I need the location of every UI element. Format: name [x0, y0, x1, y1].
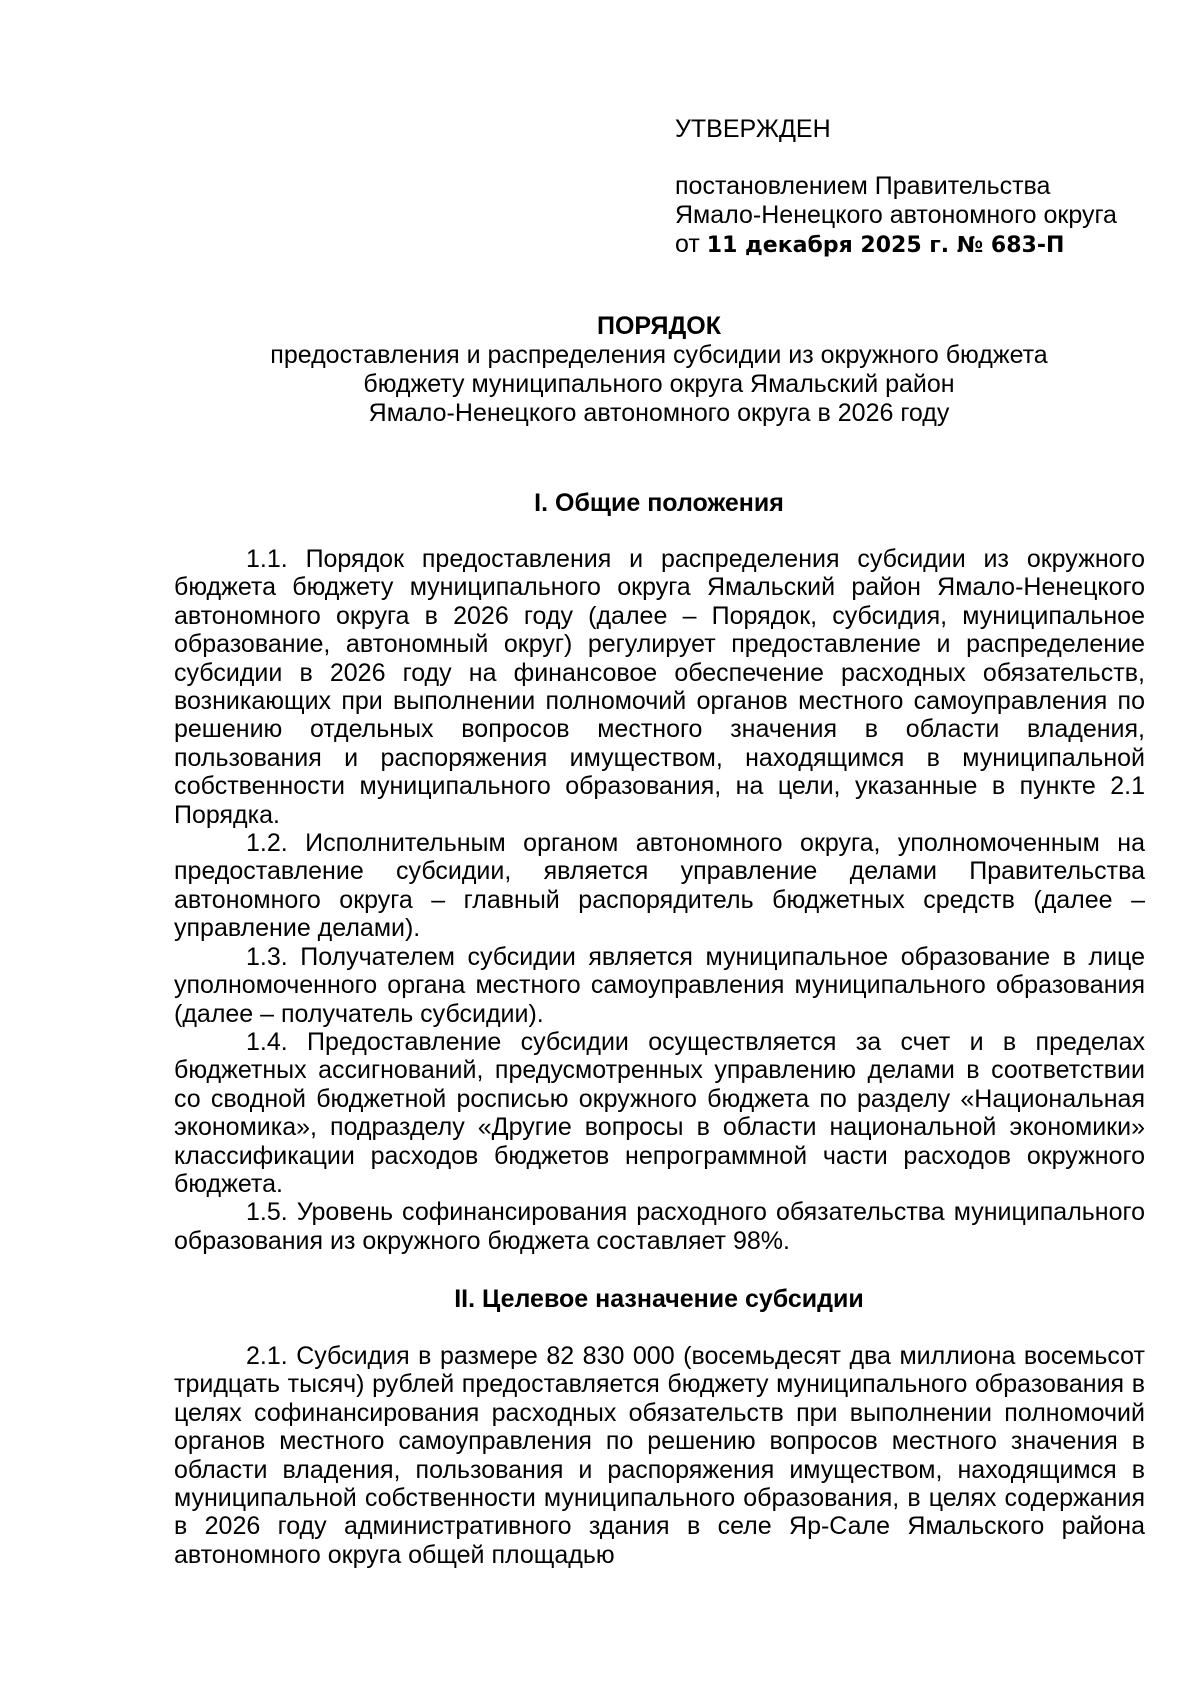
document-heading: ПОРЯДОК [597, 312, 721, 340]
approval-date-value: 11 декабря 2025 г. № 683-П [706, 233, 1065, 258]
approval-line-government: Ямало-Ненецкого автономного округа [675, 201, 1117, 229]
document-subtitle-line-2: бюджету муниципального округа Ямальский район [363, 370, 955, 398]
paragraph-1-2: 1.2. Исполнительным органом автономного округа, уполномоченным на предоставление субсидии, является управление делами Правительства автономного округа – главный распорядитель бюджетных средств (далее – управление делами). [174, 829, 1145, 943]
document-subtitle-line-3: Ямало-Ненецкого автономного округа в 2026 году [368, 399, 950, 427]
paragraph-1-3: 1.3. Получателем субсидии является муниципальное образование в лице уполномоченного органа местного самоуправления муниципального образования (далее – получатель субсидии). [174, 942, 1145, 1028]
paragraph-1-4: 1.4. Предоставление субсидии осуществляется за счет и в пределах бюджетных ассигнований, предусмотренных управлению делами в соответствии со сводной бюджетной росписью окружного бюджета по разделу «Национальная экономика», подразделу «Другие вопросы в области национальной экономики» классификации расходов бюджетов непрограммной части расходов окружного бюджета. [174, 1027, 1145, 1198]
section-2-heading: II. Целевое назначение субсидии [454, 1285, 864, 1313]
approval-date-prefix: от [675, 230, 707, 258]
approval-date [675, 230, 1155, 260]
approval-stamp [675, 115, 1155, 260]
section-2-body [174, 1342, 1145, 1569]
paragraph-1-5: 1.5. Уровень софинансирования расходного обязательства муниципального образования из окружного бюджета составляет 98%. [174, 1198, 1145, 1255]
approval-line-resolution: постановлением Правительства [675, 172, 1051, 200]
document-subtitle-line-1: предоставления и распределения субсидии из окружного бюджета [270, 341, 1048, 369]
section-1-body [174, 545, 1145, 1255]
paragraph-2-1: 2.1. Субсидия в размере 82 830 000 (восемьдесят два миллиона восемьсот тридцать тысяч) рублей предоставляется бюджету муниципального образования в целях софинансирования расходных обязательств при выполнении полномочий органов местного самоуправления по решению вопросов местного значения в области владения, пользования и распоряжения имуществом, находящимся в муниципальной собственности муниципального образования, в целях содержания в 2026 году административного здания в селе Яр-Сале Ямальского района автономного округа общей площадью [174, 1342, 1145, 1569]
paragraph-1-1: 1.1. Порядок предоставления и распределения субсидии из окружного бюджета бюджету муниципального округа Ямальский район Ямало-Ненецкого автономного округа в 2026 году (далее – Порядок, субсидия, муниципальное образование, автономный округ) регулирует предоставление и распределение субсидии в 2026 году на финансовое обеспечение расходных обязательств, возникающих при выполнении полномочий органов местного самоуправления по решению отдельных вопросов местного значения в области владения, пользования и распоряжения имуществом, находящимся в муниципальной собственности муниципального образования, на цели, указанные в пункте 2.1 Порядка. [174, 545, 1145, 829]
section-1-heading: I. Общие положения [534, 489, 784, 517]
approval-title: УТВЕРЖДЕН [675, 115, 831, 143]
document-title [174, 312, 1144, 428]
